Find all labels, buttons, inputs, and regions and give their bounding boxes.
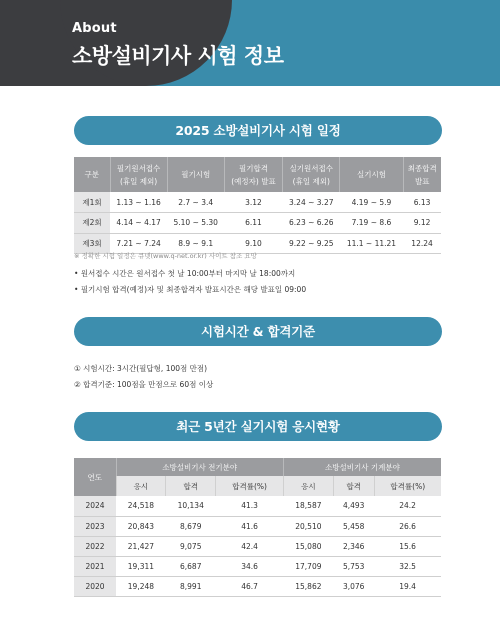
schedule-cell: 9.10 bbox=[224, 233, 282, 254]
schedule-cell: 6.23 ~ 6.26 bbox=[283, 213, 340, 234]
stats-cell: 3,076 bbox=[333, 576, 374, 596]
page-title: 소방설비기사 시험 정보 bbox=[72, 44, 284, 68]
schedule-cell: 12.24 bbox=[403, 233, 441, 254]
stats-cell: 21,427 bbox=[116, 536, 166, 556]
stats-cell: 5,458 bbox=[333, 516, 374, 536]
schedule-cell: 6.13 bbox=[403, 192, 441, 213]
schedule-cell: 7.19 ~ 8.6 bbox=[340, 213, 403, 234]
schedule-round: 제1회 bbox=[74, 192, 110, 213]
stats-cell: 10,134 bbox=[166, 496, 216, 516]
stats-cell: 34.6 bbox=[216, 556, 284, 576]
stats-group-header: 소방설비기사 기계분야 bbox=[283, 458, 441, 476]
stats-year: 2022 bbox=[74, 536, 116, 556]
schedule-table bbox=[74, 157, 441, 254]
schedule-col-header: 필기원서접수 (휴일 제외) bbox=[110, 157, 167, 192]
schedule-col-header: 최종합격 발표 bbox=[403, 157, 441, 192]
page-header bbox=[0, 0, 500, 86]
stats-cell: 17,709 bbox=[283, 556, 333, 576]
stats-body bbox=[74, 496, 441, 596]
section-title-schedule: 2025 소방설비기사 시험 일정 bbox=[74, 116, 442, 145]
stats-cell: 41.3 bbox=[216, 496, 284, 516]
stats-row bbox=[74, 516, 441, 536]
schedule-cell: 7.21 ~ 7.24 bbox=[110, 233, 167, 254]
schedule-cell: 5.10 ~ 5.30 bbox=[167, 213, 224, 234]
stats-cell: 42.4 bbox=[216, 536, 284, 556]
stats-row bbox=[74, 556, 441, 576]
section-title-stats: 최근 5년간 실기시험 응시현황 bbox=[74, 412, 442, 441]
stats-sub-header-row bbox=[74, 476, 441, 496]
stats-cell: 9,075 bbox=[166, 536, 216, 556]
stats-sub-header: 합격률(%) bbox=[374, 476, 441, 496]
schedule-cell: 3.24 ~ 3.27 bbox=[283, 192, 340, 213]
stats-cell: 6,687 bbox=[166, 556, 216, 576]
stats-cell: 32.5 bbox=[374, 556, 441, 576]
schedule-cell: 3.12 bbox=[224, 192, 282, 213]
section-title-criteria: 시험시간 & 합격기준 bbox=[74, 317, 442, 346]
stats-cell: 18,587 bbox=[283, 496, 333, 516]
stats-cell: 15.6 bbox=[374, 536, 441, 556]
stats-cell: 8,679 bbox=[166, 516, 216, 536]
schedule-cell: 4.14 ~ 4.17 bbox=[110, 213, 167, 234]
bullet-text: 필기시험 합격(예정)자 및 최종합격자 발표시간은 해당 발표일 09:00 bbox=[80, 285, 307, 294]
stats-cell: 5,753 bbox=[333, 556, 374, 576]
stats-cell: 24.2 bbox=[374, 496, 441, 516]
stats-cell: 15,080 bbox=[283, 536, 333, 556]
schedule-round: 제3회 bbox=[74, 233, 110, 254]
schedule-cell: 2.7 ~ 3.4 bbox=[167, 192, 224, 213]
stats-sub-header: 응시 bbox=[283, 476, 333, 496]
schedule-cell: 6.11 bbox=[224, 213, 282, 234]
schedule-col-header: 구분 bbox=[74, 157, 110, 192]
schedule-cell: 1.13 ~ 1.16 bbox=[110, 192, 167, 213]
stats-row bbox=[74, 576, 441, 596]
schedule-cell: 11.1 ~ 11.21 bbox=[340, 233, 403, 254]
schedule-cell: 4.19 ~ 5.9 bbox=[340, 192, 403, 213]
schedule-col-header: 필기합격 (예정자) 발표 bbox=[224, 157, 282, 192]
criteria-item-2: ② 합격기준: 100점을 만점으로 60점 이상 bbox=[74, 380, 214, 389]
stats-cell: 24,518 bbox=[116, 496, 166, 516]
stats-cell: 26.6 bbox=[374, 516, 441, 536]
schedule-header-row bbox=[74, 157, 441, 192]
schedule-cell: 9.22 ~ 9.25 bbox=[283, 233, 340, 254]
stats-cell: 46.7 bbox=[216, 576, 284, 596]
stats-cell: 41.6 bbox=[216, 516, 284, 536]
stats-cell: 20,843 bbox=[116, 516, 166, 536]
bullet-text: 원서접수 시간은 원서접수 첫 날 10:00부터 마지막 날 18:00까지 bbox=[80, 269, 296, 278]
schedule-col-header: 필기시험 bbox=[167, 157, 224, 192]
schedule-body bbox=[74, 192, 441, 254]
stats-cell: 19,248 bbox=[116, 576, 166, 596]
stats-sub-header: 합격 bbox=[333, 476, 374, 496]
stats-cell: 2,346 bbox=[333, 536, 374, 556]
schedule-col-header: 실기원서접수 (휴일 제외) bbox=[283, 157, 340, 192]
stats-cell: 19,311 bbox=[116, 556, 166, 576]
stats-sub-header: 합격률(%) bbox=[216, 476, 284, 496]
schedule-cell: 9.12 bbox=[403, 213, 441, 234]
schedule-cell: 8.9 ~ 9.1 bbox=[167, 233, 224, 254]
stats-year: 2020 bbox=[74, 576, 116, 596]
stats-year-header: 연도 bbox=[74, 458, 116, 496]
schedule-note: ※ 정확한 시험 일정은 큐넷(www.q-net.or.kr) 사이트 참조 요망 bbox=[74, 252, 257, 260]
schedule-bullet-1: • 원서접수 시간은 원서접수 첫 날 10:00부터 마지막 날 18:00까지 bbox=[74, 269, 296, 278]
schedule-round: 제2회 bbox=[74, 213, 110, 234]
schedule-row bbox=[74, 213, 441, 234]
schedule-col-header: 실기시험 bbox=[340, 157, 403, 192]
stats-group-header: 소방설비기사 전기분야 bbox=[116, 458, 283, 476]
stats-cell: 15,862 bbox=[283, 576, 333, 596]
stats-cell: 20,510 bbox=[283, 516, 333, 536]
stats-year: 2024 bbox=[74, 496, 116, 516]
stats-group-header-row bbox=[74, 458, 441, 476]
stats-table bbox=[74, 458, 441, 597]
stats-year: 2021 bbox=[74, 556, 116, 576]
schedule-bullet-2: • 필기시험 합격(예정)자 및 최종합격자 발표시간은 해당 발표일 09:00 bbox=[74, 285, 307, 294]
stats-row bbox=[74, 536, 441, 556]
stats-cell: 8,991 bbox=[166, 576, 216, 596]
stats-row bbox=[74, 496, 441, 516]
stats-sub-header: 합격 bbox=[166, 476, 216, 496]
stats-sub-header: 응시 bbox=[116, 476, 166, 496]
schedule-row bbox=[74, 192, 441, 213]
stats-year: 2023 bbox=[74, 516, 116, 536]
criteria-item-1: ① 시험시간: 3시간(필답형, 100점 만점) bbox=[74, 364, 208, 373]
stats-cell: 4,493 bbox=[333, 496, 374, 516]
header-label: About bbox=[72, 21, 117, 36]
stats-cell: 19.4 bbox=[374, 576, 441, 596]
